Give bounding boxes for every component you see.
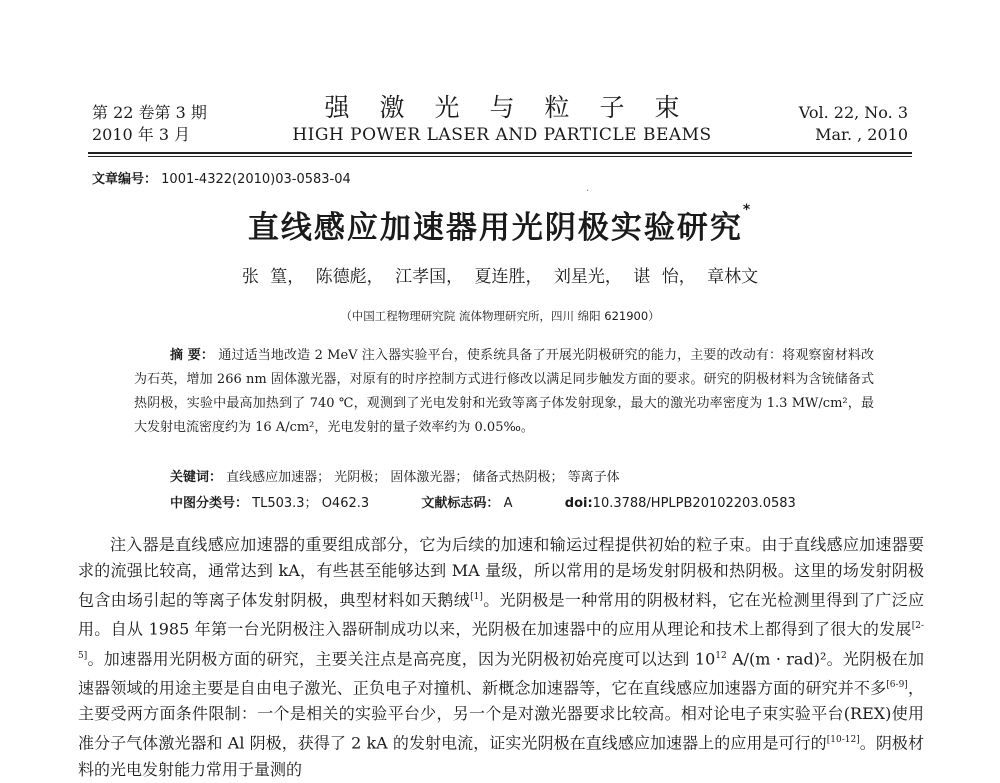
clc-value: TL503.3； O462.3 (252, 496, 370, 511)
citation-ref: [10-12] (826, 735, 860, 746)
doi-label: doi: (564, 496, 593, 511)
abstract-label: 摘 要： (170, 348, 215, 363)
volume-en: Vol. 22, No. 3 (798, 103, 908, 122)
body-sentence-1: 注入器是直线感应加速器的重要组成部分，它为后续的加速和输运过程提供初始的粒子束。由于直线感应加速器要求的流强比较高，通常达到 kA，有些甚至能够达到 MA 量级，所以常用的是场发射阴极和热阴极。这里的场发射阴极包含由场引起的等离子体发射阴极，典型材料如天鹅绒 (78, 535, 924, 610)
body-sentence-6: 。阴极材料的光电发射能力常用于量测的 (78, 733, 924, 779)
clc-label: 中图分类号： (170, 496, 249, 511)
doi-value: 10.3788/HPLPB20102203.0583 (592, 496, 796, 511)
abstract (134, 344, 874, 440)
citation-ref: [1] (470, 592, 483, 602)
abstract-text: 通过适当地改造 2 MeV 注入器实验平台，使系统具备了开展光阴极研究的能力，主要的改动有：将观察窗材料改为石英，增加 266 nm 固体激光器，对原有的时序控制方式进行修改以满足同步触发方面的要求。研究的阴极材料为含铳储备式热阴极，实验中最高加热到了 740 ℃，观测到了光电发射和光致等离子体发射现象，最大的激光功率密度为 1.3 MW/cm²，最大发射电流密度约为 16 A/cm²，光电发射的量子效率约为 0.05‰。 (134, 348, 875, 435)
date-cn: 2010 年 3 月 (92, 125, 191, 144)
header-rule-thick (88, 152, 912, 154)
article-number-value: 1001-4322(2010)03-0583-04 (161, 172, 351, 187)
body-sentence-5: ，主要受两方面条件限制：一个是相关的实验平台少，另一个是对激光器要求比较高。相对论电子束实验平台(REX)使用准分子气体激光器和 Al 阴极，获得了 2 kA 的发射电流，证实光阴极在直线感应加速器上的应用是可行的 (78, 678, 924, 753)
date-en: Mar. , 2010 (815, 125, 908, 144)
affiliation: （中国工程物理研究院 流体物理研究所，四川 绵阳 621900） (340, 309, 660, 323)
body-text (78, 532, 924, 783)
header-right (799, 102, 908, 146)
paper-title: 直线感应加速器用光阴极实验研究 (247, 210, 743, 246)
article-number-label: 文章编号： (92, 172, 158, 187)
doc-code-label: 文献标志码： (421, 496, 500, 511)
citation-ref: [2-5] (78, 621, 924, 661)
body-sentence-3: 。加速器用光阴极方面的研究，主要关注点是高亮度，因为光阴极初始亮度可以达到 10 (87, 648, 716, 668)
body-sentence-4: A/(m · rad)²。光阴极在加速器领域的用途主要是自由电子激光、正负电子对撞机、新概念加速器等，它在直线感应加速器方面的研究并不多 (78, 648, 924, 698)
body-sentence-2: 。光阴极是一种常用的阴极材料，它在光检测里得到了广泛应用。自从 1985 年第一台光阴极注入器研制成功以来，光阴极在加速器中的应用从理论和技术上都得到了很大的发展 (78, 590, 924, 639)
header-rule-thin (88, 156, 912, 157)
paper-title-block (0, 202, 1000, 247)
keywords-label: 关键词： (170, 470, 223, 485)
journal-title-cn: 强激光与粒子束 (324, 93, 710, 122)
keywords-text: 直线感应加速器； 光阴极； 固体激光器； 储备式热阴极； 等离子体 (226, 470, 620, 485)
title-footnote-mark: * (742, 202, 753, 218)
paragraph-intro (78, 532, 924, 783)
authors: 张 篁， 陈德彪， 江孝国， 夏连胜， 刘星光， 谌 怡， 章林文 (241, 267, 759, 287)
header-left (92, 102, 207, 146)
volume-cn: 第 22 卷第 3 期 (92, 103, 207, 122)
journal-title-en: HIGH POWER LASER AND PARTICLE BEAMS (292, 125, 712, 145)
doc-code-value: A (503, 496, 513, 511)
keywords (170, 466, 620, 485)
scan-speck: · (586, 186, 590, 197)
article-number (92, 168, 351, 187)
classification-line (170, 492, 796, 511)
citation-ref: [6-9] (886, 679, 908, 690)
exponent: 12 (715, 650, 727, 661)
journal-masthead (262, 92, 742, 146)
